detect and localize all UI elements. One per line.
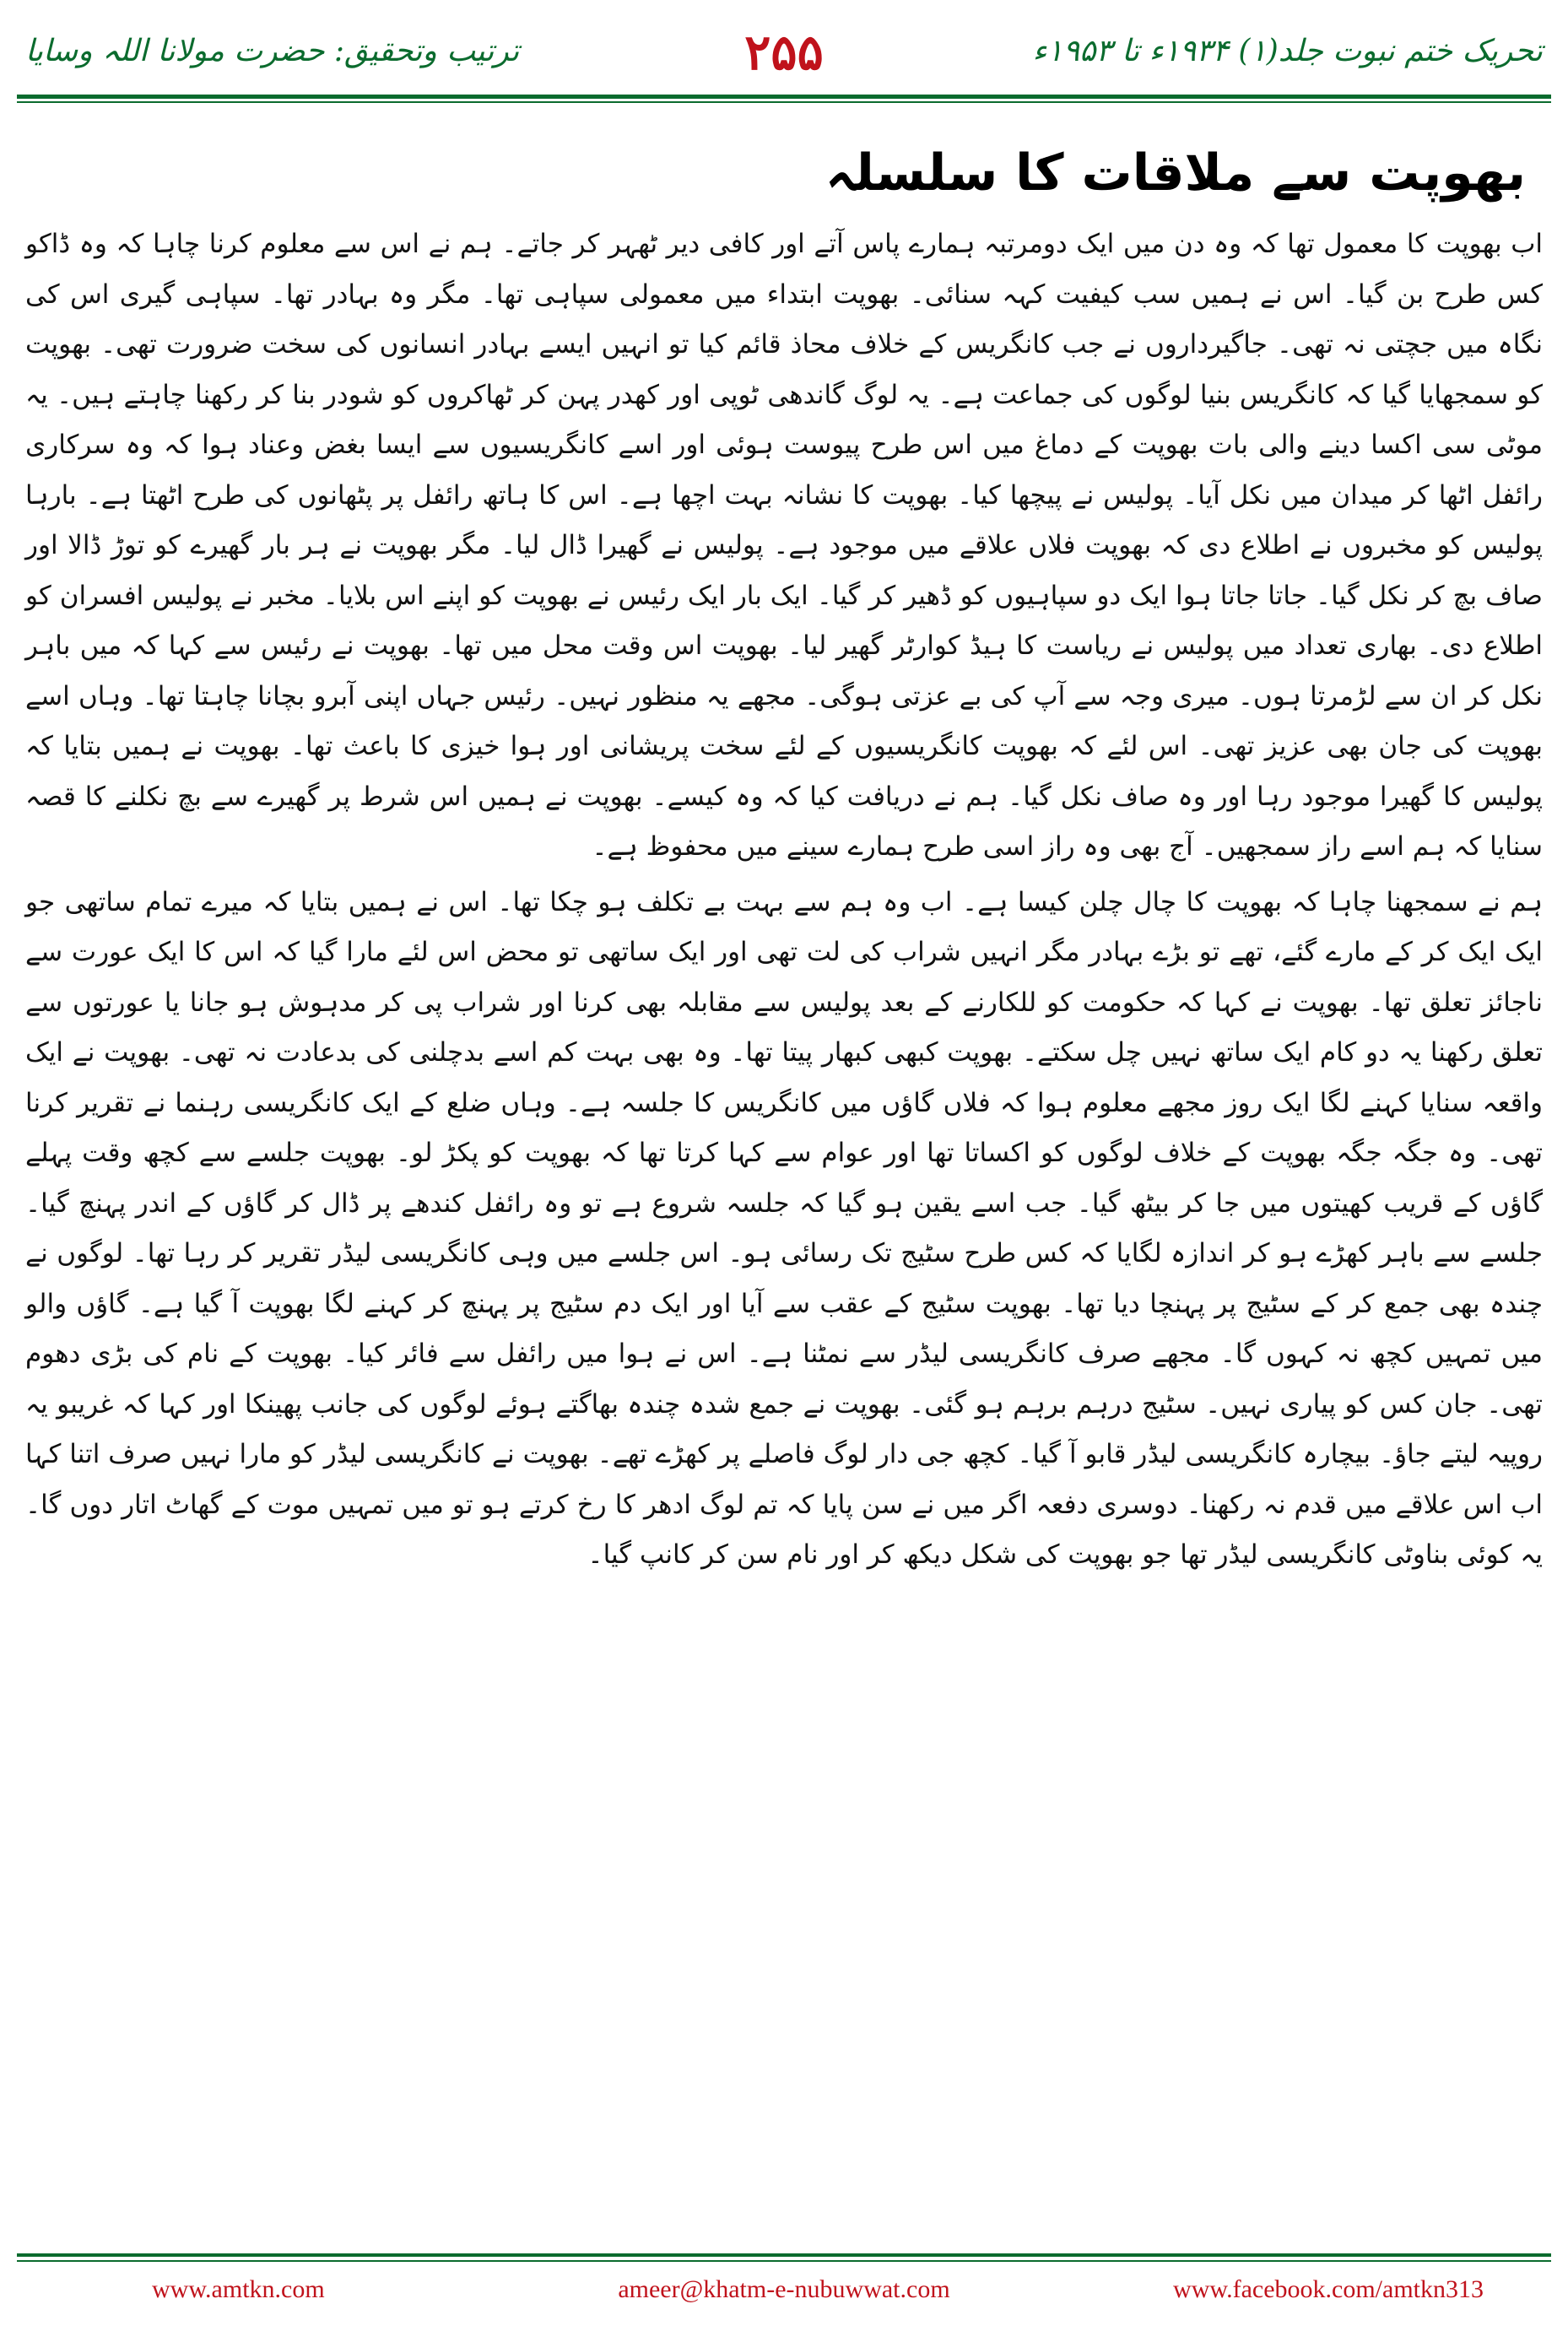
footer-divider-thin — [17, 2260, 1551, 2262]
page-body — [25, 135, 1543, 1581]
footer-divider — [17, 2253, 1551, 2257]
book-title: تحریک ختم نبوت جلد(۱) ۱۹۳۴ء تا ۱۹۵۳ء — [1032, 34, 1543, 68]
facebook-link[interactable]: www.facebook.com/amtkn313 — [1173, 2275, 1484, 2303]
header-divider-thin — [17, 101, 1551, 103]
page-header — [0, 0, 1568, 110]
email-link[interactable]: ameer@khatm-e-nubuwwat.com — [618, 2275, 950, 2303]
paragraph: ہم نے سمجھنا چاہا کہ بھوپت کا چال چلن کیسا ہے۔ اب وہ ہم سے بہت بے تکلف ہو چکا تھا۔ اس نے ہمیں بتایا کہ میرے تمام ساتھی جو ایک ایک کر کے مارے گئے، تھے تو بڑے بہادر مگر انہیں شراب کی لت تھی اور ایک ساتھی تو محض اس لئے مارا گیا کہ اس کا ایک عورت سے ناجائز تعلق تھا۔ بھوپت نے کہا کہ حکومت کو للکارنے کے بعد پولیس سے مقابلہ بھی کرنا اور شراب پی کر مدہوش ہو جانا یا عورتوں سے تعلق رکھنا یہ دو کام ایک ساتھ نہیں چل سکتے۔ بھوپت کبھی کبھار پیتا تھا۔ وہ بھی بہت کم اسے بدچلنی کی بدعادت نہ تھی۔ بھوپت نے ایک واقعہ سنایا کہنے لگا ایک روز مجھے معلوم ہوا کہ فلاں گاؤں میں کانگریس کا جلسہ ہے۔ وہاں ضلع کے ایک کانگریسی رہنما نے تقریر کرنا تھی۔ وہ جگہ جگہ بھوپت کے خلاف لوگوں کو اکساتا تھا اور عوام سے کہا کرتا تھا کہ بھوپت کو پکڑ لو۔ بھوپت جلسے سے کچھ وقت پہلے گاؤں کے قریب کھیتوں میں جا کر بیٹھ گیا۔ جب اسے یقین ہو گیا کہ جلسہ شروع ہے تو وہ رائفل کندھے پر ڈال کر گاؤں کے اندر پہنچ گیا۔ جلسے سے باہر کھڑے ہو کر اندازہ لگایا کہ کس طرح سٹیج تک رسائی ہو۔ اس جلسے میں وہی کانگریسی لیڈر تقریر کر رہا تھا۔ لوگوں نے چندہ بھی جمع کر کے سٹیج پر پہنچا دیا تھا۔ بھوپت سٹیج کے عقب سے آیا اور ایک دم سٹیج پر پہنچ کر کہنے لگا بھوپت آ گیا ہے۔ گاؤں والو میں تمہیں کچھ نہ کہوں گا۔ مجھے صرف کانگریسی لیڈر سے نمٹنا ہے۔ اس نے ہوا میں رائفل سے فائر کیا۔ بھوپت کے نام کی بڑی دھوم تھی۔ جان کس کو پیاری نہیں۔ سٹیج درہم برہم ہو گئی۔ بھوپت نے جمع شدہ چندہ بھاگتے ہوئے لوگوں کی جانب پھینکا اور کہا کہ غریبو یہ روپیہ لیتے جاؤ۔ بیچارہ کانگریسی لیڈر قابو آ گیا۔ کچھ جی دار لوگ فاصلے پر کھڑے تھے۔ بھوپت نے کانگریسی لیڈر کو مارا نہیں صرف اتنا کہا اب اس علاقے میں قدم نہ رکھنا۔ دوسری دفعہ اگر میں نے سن پایا کہ تم لوگ ادھر کا رخ کرتے ہو تو میں تمہیں موت کے گھاٹ اتار دوں گا۔ یہ کوئی بناوٹی کانگریسی لیڈر تھا جو بھوپت کی شکل دیکھ کر اور نام سن کر کانپ گیا۔ — [25, 886, 1543, 1570]
header-divider — [17, 95, 1551, 99]
paragraph: اب بھوپت کا معمول تھا کہ وہ دن میں ایک دومرتبہ ہمارے پاس آتے اور کافی دیر ٹھہر کر جاتے۔ ہم نے اس سے معلوم کرنا چاہا کہ وہ ڈاکو کس طرح بن گیا۔ اس نے ہمیں سب کیفیت کہہ سنائی۔ بھوپت ابتداء میں معمولی سپاہی تھا۔ مگر وہ بہادر تھا۔ سپاہی گیری اس کی نگاہ میں جچتی نہ تھی۔ جاگیرداروں نے جب کانگریس کے خلاف محاذ قائم کیا تو انہیں ایسے بہادر انسانوں کی سخت ضرورت تھی۔ بھوپت کو سمجھایا گیا کہ کانگریس بنیا لوگوں کی جماعت ہے۔ یہ لوگ گاندھی ٹوپی اور کھدر پہن کر ٹھاکروں کو شودر بنا کر رکھنا چاہتے ہیں۔ یہ موٹی سی اکسا دینے والی بات بھوپت کے دماغ میں اس طرح پیوست ہوئی اور اسے کانگریسیوں سے ایسا بغض وعناد ہوا کہ وہ سرکاری رائفل اٹھا کر میدان میں نکل آیا۔ پولیس نے پیچھا کیا۔ بھوپت کا نشانہ بہت اچھا ہے۔ اس کا ہاتھ رائفل پر پٹھانوں کی طرح اٹھتا ہے۔ بارہا پولیس کو مخبروں نے اطلاع دی کہ بھوپت فلاں علاقے میں موجود ہے۔ پولیس نے گھیرا ڈال لیا۔ مگر بھوپت نے ہر بار گھیرے کو توڑ ڈالا اور صاف بچ کر نکل گیا۔ جاتا جاتا ہوا ایک دو سپاہیوں کو ڈھیر کر گیا۔ ایک بار ایک رئیس نے بھوپت کو اپنے اس بلایا۔ مخبر نے پولیس افسران کو اطلاع دی۔ بھاری تعداد میں پولیس نے ریاست کا ہیڈ کوارٹر گھیر لیا۔ بھوپت اس وقت محل میں تھا۔ بھوپت نے رئیس سے کہا کہ میں باہر نکل کر ان سے لڑمرتا ہوں۔ میری وجہ سے آپ کی بے عزتی ہوگی۔ مجھے یہ منظور نہیں۔ رئیس جہاں اپنی آبرو بچانا چاہتا تھا۔ وہاں اسے بھوپت کی جان بھی عزیز تھی۔ اس لئے کہ بھوپت کانگریسیوں کے لئے سخت پریشانی اور ہوا خیزی کا باعث تھا۔ بھوپت نے ہمیں بتایا کہ پولیس کا گھیرا موجود رہا اور وہ صاف نکل گیا۔ ہم نے دریافت کیا کہ وہ کیسے۔ بھوپت نے ہمیں اس شرط پر گھیرے سے بچ نکلنے کا قصہ سنایا کہ ہم اسے راز سمجھیں۔ آج بھی وہ راز اسی طرح ہمارے سینے میں محفوظ ہے۔ — [25, 229, 1543, 862]
page-number: ۲۵۵ — [744, 24, 824, 81]
website-link[interactable]: www.amtkn.com — [152, 2275, 325, 2303]
compiler-credit: ترتیب وتحقیق: حضرت مولانا اللہ وسایا — [25, 34, 520, 68]
page-footer — [17, 2253, 1551, 2329]
section-title: بھوپت سے ملاقات کا سلسلہ — [825, 143, 1526, 203]
